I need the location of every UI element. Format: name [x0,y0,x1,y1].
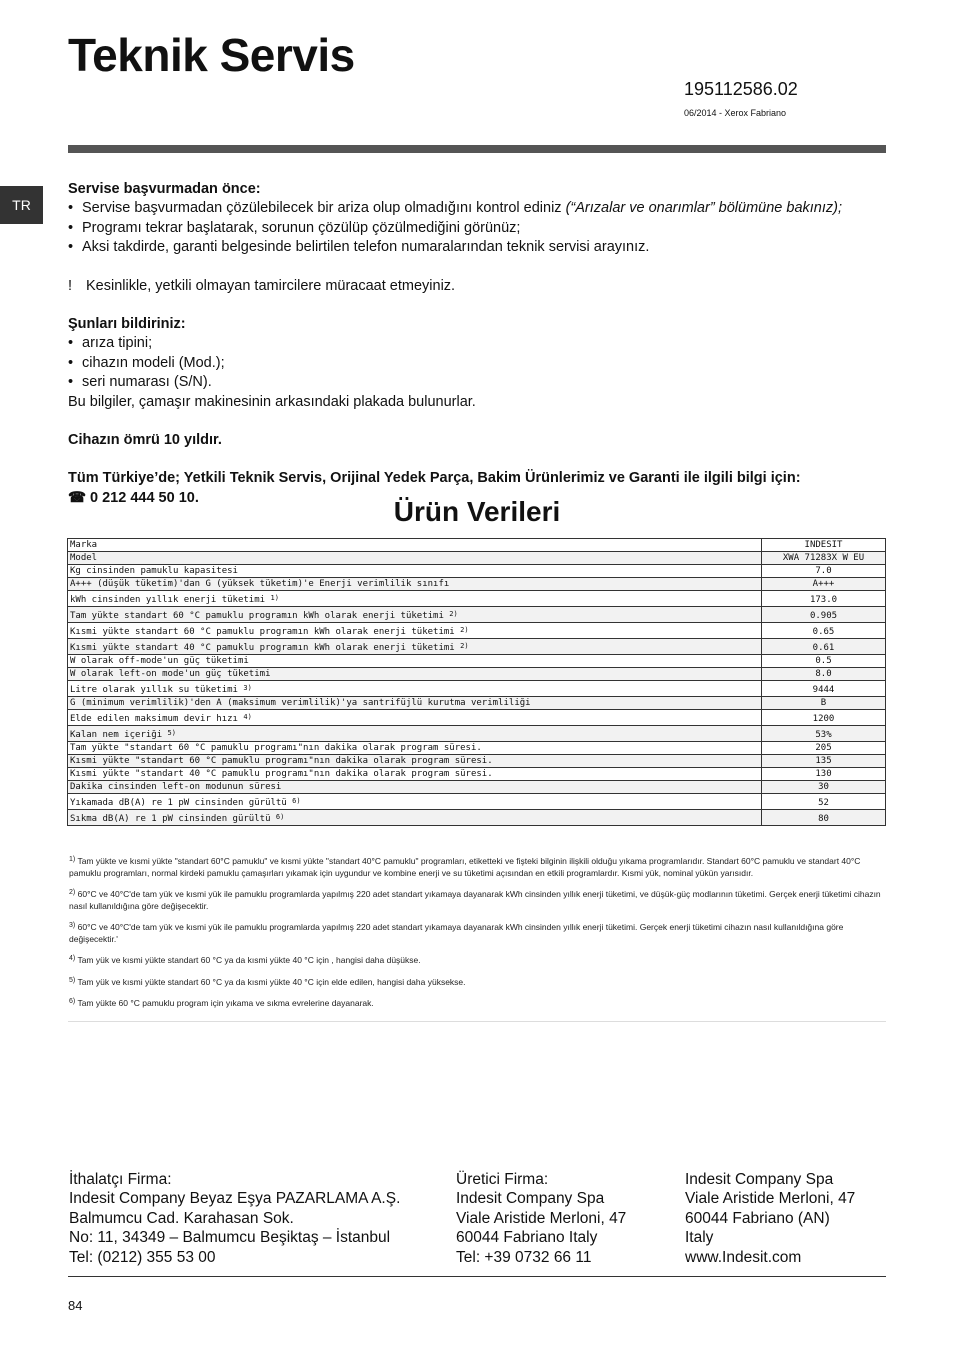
company-line: 60044 Fabriano (AN) [685,1209,830,1227]
footnote-marker: 2) [449,610,458,618]
manufacturer-line: 60044 Fabriano Italy [456,1229,598,1247]
document-subinfo: 06/2014 - Xerox Fabriano [684,108,787,118]
warning-icon: ! [68,277,73,294]
spec-label [68,768,762,781]
spec-label [68,726,762,742]
service-bullet: • Aksi takdirde, garanti belgesinde belirtilen telefon numaralarından teknik servisi arayınız. [68,238,888,257]
table-row [68,607,886,623]
footnote-marker: 1) [270,594,279,602]
spec-value: 52 [762,794,886,810]
report-note: Bu bilgiler, çamaşır makinesinin arkasındaki plakada bulunurlar. [68,393,476,410]
spec-label [68,565,762,578]
spec-label-text: Tam yükte standart 60 °C pamuklu programın kWh olarak enerji tüketimi [70,611,444,621]
spec-label-text: G (minimum verimlilik)'den A (maksimum verimlilik)'ya santrifüjlü kurutma verimliliği [70,698,531,708]
table-row [68,655,886,668]
spec-label [68,539,762,552]
company-line: Italy [685,1229,714,1247]
footnote [69,856,884,879]
spec-value: XWA 71283X W EU [762,552,886,565]
document-number: 195112586.02 [684,79,798,99]
lifetime-text: Cihazın ömrü 10 yıldır. [68,432,222,449]
footnote-marker: 3) [69,922,76,929]
importer-line: İthalatçı Firma: [69,1171,172,1188]
table-row [68,552,886,565]
footnote-marker: 2) [460,626,469,634]
manufacturer-line: Tel: +39 0732 66 11 [456,1248,592,1266]
service-heading: Servise başvurmadan önce: [68,181,261,197]
spec-label [68,623,762,639]
spec-label [68,591,762,607]
spec-label-text: Kısmi yükte standart 40 °C pamuklu programın kWh olarak enerji tüketimi [70,643,455,653]
spec-label [68,697,762,710]
footnote-marker: 2) [69,889,76,896]
spec-label-text: Kısmi yükte standart 60 °C pamuklu programın kWh olarak enerji tüketimi [70,627,455,637]
footnote-marker: 6) [275,813,285,821]
language-tab: TR [0,186,43,224]
spec-label [68,607,762,623]
spec-value: 7.0 [762,565,886,578]
footnote-marker: 3) [243,684,252,692]
footnote [69,998,884,1010]
info-line: Tüm Türkiye’de; Yetkili Teknik Servis, Orijinal Yedek Parça, Bakim Ürünlerimiz ve Garanti ile ilgili bilgi için: [68,470,801,487]
footnote-marker: 4) [243,713,252,721]
spec-value: 53% [762,726,886,742]
spec-value: 130 [762,768,886,781]
spec-value: 30 [762,781,886,794]
table-row [68,755,886,768]
spec-label-text: Kısmi yükte "standart 40 °C pamuklu programı"nın dakika olarak program süresi. [70,769,493,779]
spec-value: 8.0 [762,668,886,681]
table-row [68,623,886,639]
footer-divider [68,1276,886,1277]
spec-label [68,781,762,794]
table-row [68,639,886,655]
importer-block [69,1170,400,1267]
table-row [68,681,886,697]
report-item: • cihazın modeli (Mod.); [68,354,888,373]
spec-label-text: Litre olarak yıllık su tüketimi [70,685,238,695]
spec-label-text: W olarak left-on mode'un güç tüketimi [70,669,271,679]
spec-label-text: Marka [70,540,98,550]
product-data-title: Ürün Verileri [393,496,561,527]
spec-label-text: W olarak off-mode'un güç tüketimi [70,656,249,666]
footnote-text: Tam yükte ve kısmi yükte "standart 60°C pamuklu" ve kısmi yükte "standart 40°C pamuklu" programları, etiketteki ve fişteki bilginin ilişkili olduğu yıkama programlarıdır. Standart 60°C pamuklu ve standart 40°C pamuklu programları, normal kirdeki pamuklu çamaşırları yıkamak için uygundur ve kombine enerji ve su tüketimi açısından en etkili programlardır. Kısmi yük, nominal yükün yarısıdır. [69,856,861,878]
footnotes-divider [68,1021,886,1022]
spec-label-text: Kısmi yükte "standart 60 °C pamuklu programı"nın dakika olarak program süresi. [70,756,493,766]
page-title: Teknik Servis [68,29,355,81]
service-bullet [68,199,888,218]
spec-label [68,794,762,810]
service-bullet-reference: (“Arızalar ve onarımlar” bölümüne bakınız); [565,200,842,217]
manufacturer-line: Üretici Firma: [456,1171,549,1188]
footnote-text: Tam yükte 60 °C pamuklu program için yıkama ve sıkma evrelerine dayanarak. [77,998,374,1008]
footnote [69,955,884,967]
table-row [68,697,886,710]
spec-label [68,742,762,755]
spec-value: 0.65 [762,623,886,639]
spec-label-text: Model [70,553,98,563]
report-item: • arıza tipini; [68,334,888,353]
spec-value: A+++ [762,578,886,591]
service-section [68,180,888,508]
table-row [68,539,886,552]
table-row [68,668,886,681]
table-row [68,591,886,607]
spec-label-text: A+++ (düşük tüketim)'dan G (yüksek tüketim)'e Enerji verimlilik sınıfı [70,579,450,589]
table-row [68,768,886,781]
spec-label [68,655,762,668]
report-heading: Şunları bildiriniz: [68,316,186,333]
spec-label-text: Yıkamada dB(A) re 1 pW cinsinden gürültü [70,798,287,808]
spec-value: 0.905 [762,607,886,623]
spec-label-text: kWh cinsinden yıllık enerji tüketimi [70,595,266,605]
footnote-marker: 4) [69,955,76,962]
spec-value: 1200 [762,710,886,726]
table-row [68,810,886,826]
spec-label [68,639,762,655]
table-row [68,578,886,591]
company-line: Viale Aristide Merloni, 47 [685,1190,856,1208]
spec-value: 173.0 [762,591,886,607]
footnote-marker: 6) [292,797,301,805]
spec-value: 80 [762,810,886,826]
company-block [685,1170,855,1267]
spec-label-text: Elde edilen maksimum devir hızı [70,714,238,724]
footnote [69,977,884,989]
footnote-marker: 2) [460,642,469,650]
spec-label-text: Kg cinsinden pamuklu kapasitesi [70,566,238,576]
footnotes [69,856,884,1020]
company-website: www.Indesit.com [685,1248,802,1266]
spec-label [68,552,762,565]
service-bullet: • Programı tekrar başlatarak, sorunun çözülüp çözülmediğini görünüz; [68,219,888,238]
phone-number: 0 212 444 50 10. [90,489,199,506]
footnote-marker: 5) [69,976,76,984]
spec-label-text: Kalan nem içeriği [70,730,163,740]
manufacturer-line: Indesit Company Spa [456,1190,605,1208]
page-number: 84 [68,1298,83,1313]
manufacturer-block [456,1170,626,1267]
service-bullet-text: Servise başvurmadan çözülebilecek bir ariza olup olmadığını kontrol ediniz [82,200,562,217]
product-data-table [67,538,886,826]
importer-line: Indesit Company Beyaz Eşya PAZARLAMA A.Ş. [69,1190,401,1208]
table-row [68,781,886,794]
footnote-marker: 1) [69,856,76,863]
footnote-marker: 5) [167,729,176,737]
spec-value: 135 [762,755,886,768]
spec-label-text: Sıkma dB(A) re 1 pW cinsinden gürültü [70,814,271,824]
spec-label [68,755,762,768]
phone-icon: ☎ [68,489,87,506]
footnote-text: 60°C ve 40°C'de tam yük ve kısmi yük ile pamuklu programlarda yapılmış 220 adet standart yıkamaya dayanarak kWh cinsinden yıllık enerji tüketimi. Gerçek enerji tüketimi cihazın nasıl kullanıldığına göre değişecektir.' [69,922,844,944]
spec-label [68,668,762,681]
header-divider [68,145,886,153]
spec-value: 9444 [762,681,886,697]
spec-label [68,578,762,591]
company-line: Indesit Company Spa [685,1171,834,1188]
warning-text: Kesinlikle, yetkili olmayan tamircilere müracaat etmeyiniz. [86,277,456,294]
spec-value: INDESIT [762,539,886,552]
footnote-text: 60°C ve 40°C'de tam yük ve kısmi yük ile pamuklu programlarda yapılmış 220 adet standart yıkamaya dayanarak kWh cinsinden yıllık enerji tüketimi, ve düşük-güç modlarının tüketimi. Gerçek enerji tüketimi cihazın nasıl kullanıldığına göre değişecektir. [69,889,881,911]
footnote-text: Tam yük ve kısmi yükte standart 60 °C ya da kısmi yükte 40 °C için elde edilen, hangisi daha yüksekse. [77,976,466,987]
spec-label [68,810,762,826]
table-row [68,794,886,810]
footnote-marker: 6) [69,998,76,1005]
importer-line: Balmumcu Cad. Karahasan Sok. [69,1209,294,1227]
report-item: • seri numarası (S/N). [68,373,888,392]
spec-label [68,710,762,726]
footnote-text: Tam yük ve kısmi yükte standart 60 °C ya da kısmi yükte 40 °C için , hangisi daha düşükse. [77,955,421,965]
manufacturer-line: Viale Aristide Merloni, 47 [456,1209,627,1227]
spec-value: B [762,697,886,710]
importer-line: Tel: (0212) 355 53 00 [69,1248,216,1266]
importer-line: No: 11, 34349 – Balmumcu Beşiktaş – İstanbul [69,1229,391,1247]
table-row [68,710,886,726]
spec-label [68,681,762,697]
warning-line [68,277,888,296]
spec-value: 0.61 [762,639,886,655]
spec-label-text: Dakika cinsinden left-on modunun süresi [70,782,282,792]
table-row [68,565,886,578]
spec-value: 205 [762,742,886,755]
footnote [69,889,884,912]
table-row [68,742,886,755]
footnote [69,922,884,945]
spec-value: 0.5 [762,655,886,668]
spec-label-text: Tam yükte "standart 60 °C pamuklu programı"nın dakika olarak program süresi. [70,743,482,753]
table-row [68,726,886,742]
